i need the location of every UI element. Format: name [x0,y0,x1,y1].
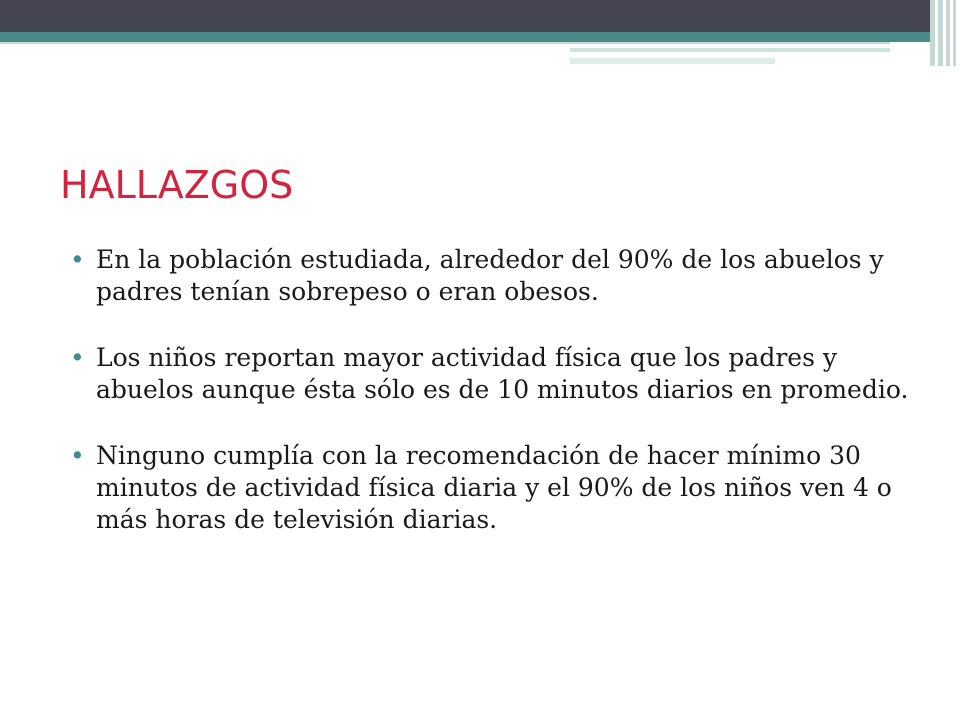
bullet-item [70,244,910,308]
bullet-text: En la población estudiada, alrededor del 90% de los abuelos y padres tenían sobrepeso o eran obesos. [96,245,884,306]
header-dark-bar [0,0,960,32]
corner-stripes-decoration [930,0,960,66]
bullet-icon: • [70,441,85,470]
bullet-list [70,244,910,570]
header-accent-band [0,32,930,42]
bullet-text: Ninguno cumplía con la recomendación de hacer mínimo 30 minutos de actividad física diaria y el 90% de los niños ven 4 o más horas de televisión diarias. [96,441,892,534]
bullet-icon: • [70,343,85,372]
header-decor-line [570,58,775,64]
bullet-text: Los niños reportan mayor actividad física que los padres y abuelos aunque ésta sólo es de 10 minutos diarios en promedio. [96,343,909,404]
bullet-item [70,440,910,536]
slide-title: HALLAZGOS [60,163,294,207]
bullet-icon: • [70,245,85,274]
header-decor-line [570,48,890,52]
bullet-item [70,342,910,406]
header-decor-line [0,42,890,44]
